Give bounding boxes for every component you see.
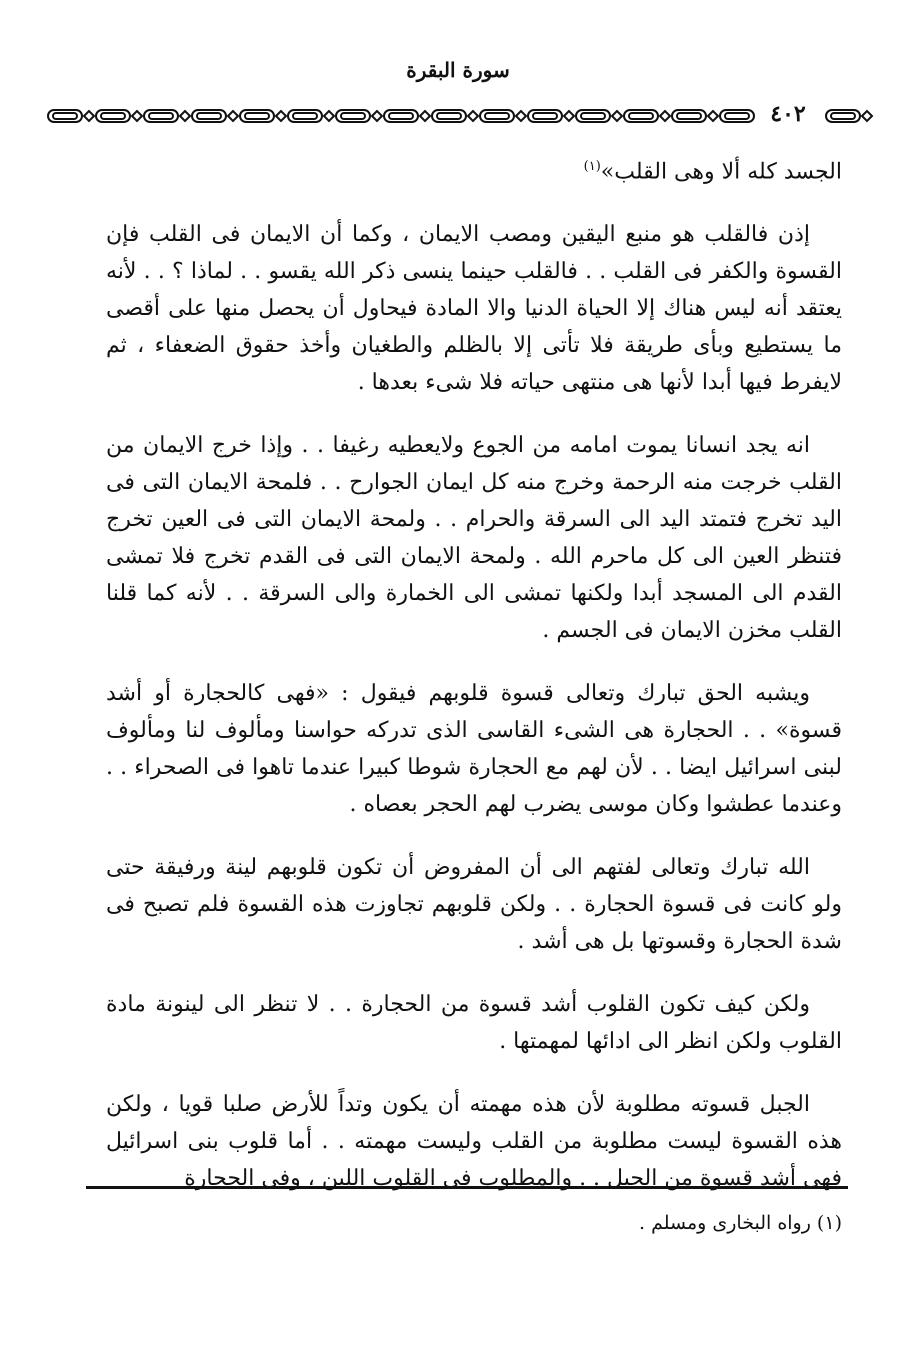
- paragraph-6: ولكن كيف تكون القلوب أشد قسوة من الحجارة . . لا تنظر الى لينونة مادة القلوب ولكن انظر الى ادائها لمهمتها .: [106, 992, 842, 1055]
- paragraph-7: الجبل قسوته مطلوبة لأن هذه مهمته أن يكون وتداً للأرض صلبا قويا ، ولكن هذه القسوة ليست مطلوبة من القلب وليست مهمته . . أما قلوب بنى اسرائيل فهى أشد قسوة من الجبل . . والمطلوب فى القلوب اللين ، وفى الحجارة: [106, 1092, 842, 1192]
- page-number: ٤٠٢: [770, 101, 806, 127]
- footnote-reference: (١): [583, 159, 601, 174]
- surah-title: سورة البقرة: [406, 58, 510, 82]
- body-text: [106, 148, 842, 1223]
- footnote: (١) رواه البخارى ومسلم .: [639, 1212, 842, 1234]
- paragraph-1-text: الجسد كله ألا وهى القلب»: [600, 159, 842, 185]
- paragraph-3: انه يجد انسانا يموت امامه من الجوع ولايعطيه رغيفا . . وإذا خرج الايمان من القلب خرجت منه الرحمة وخرج منه كل ايمان الجوارح . . فلمحة الايمان التى فى اليد تخرج فتمتد اليد الى السرقة والحرام . . ولمحة الايمان التى فى العين تخرج فتنظر العين الى كل ماحرم الله . ولمحة الايمان التى فى القدم تخرج فلا تمشى القدم الى المسجد أبدا ولكنها تمشى الى الخمارة والى السرقة . . لأنه كما قلنا القلب مخزن الايمان فى الجسم .: [106, 433, 842, 644]
- paragraph-4: ويشبه الحق تبارك وتعالى قسوة قلوبهم فيقول : «فهى كالحجارة أو أشد قسوة» . . الحجارة هى الشىء القاسى الذى تدركه حواسنا ومألوف لنا ومألوف لبنى اسرائيل ايضا . . لأن لهم مع الحجارة شوطا كبيرا عندما تاهوا فى الصحراء . . وعندما عطشوا وكان موسى يضرب لهم الحجر بعصاه .: [106, 681, 842, 818]
- paragraph-5: الله تبارك وتعالى لفتهم الى أن المفروض أن تكون قلوبهم لينة ورفيقة حتى ولو كانت فى قسوة الحجارة . . ولكن قلوبهم تجاوزت هذه القسوة فلم تصبح فى شدة الحجارة وقسوتها بل هى أشد .: [106, 855, 842, 955]
- footnote-divider: [86, 1186, 848, 1189]
- paragraph-2: إذن فالقلب هو منبع اليقين ومصب الايمان ، وكما أن الايمان فى القلب فإن القسوة والكفر فى القلب . . فالقلب حينما ينسى ذكر الله يقسو . . لماذا ؟ . . لأنه يعتقد أنه ليس هناك إلا الحياة الدنيا والا المادة فيحاول أن يحصل منها على أقصى ما يستطيع وبأى طريقة فلا تأتى إلا بالظلم والطغيان وأخذ حقوق الضعفاء ، ثم لايفرط فيها أبدا لأنها هى منتهى حياته فلا شىء بعدها .: [106, 222, 842, 396]
- paragraph-1: [106, 148, 842, 190]
